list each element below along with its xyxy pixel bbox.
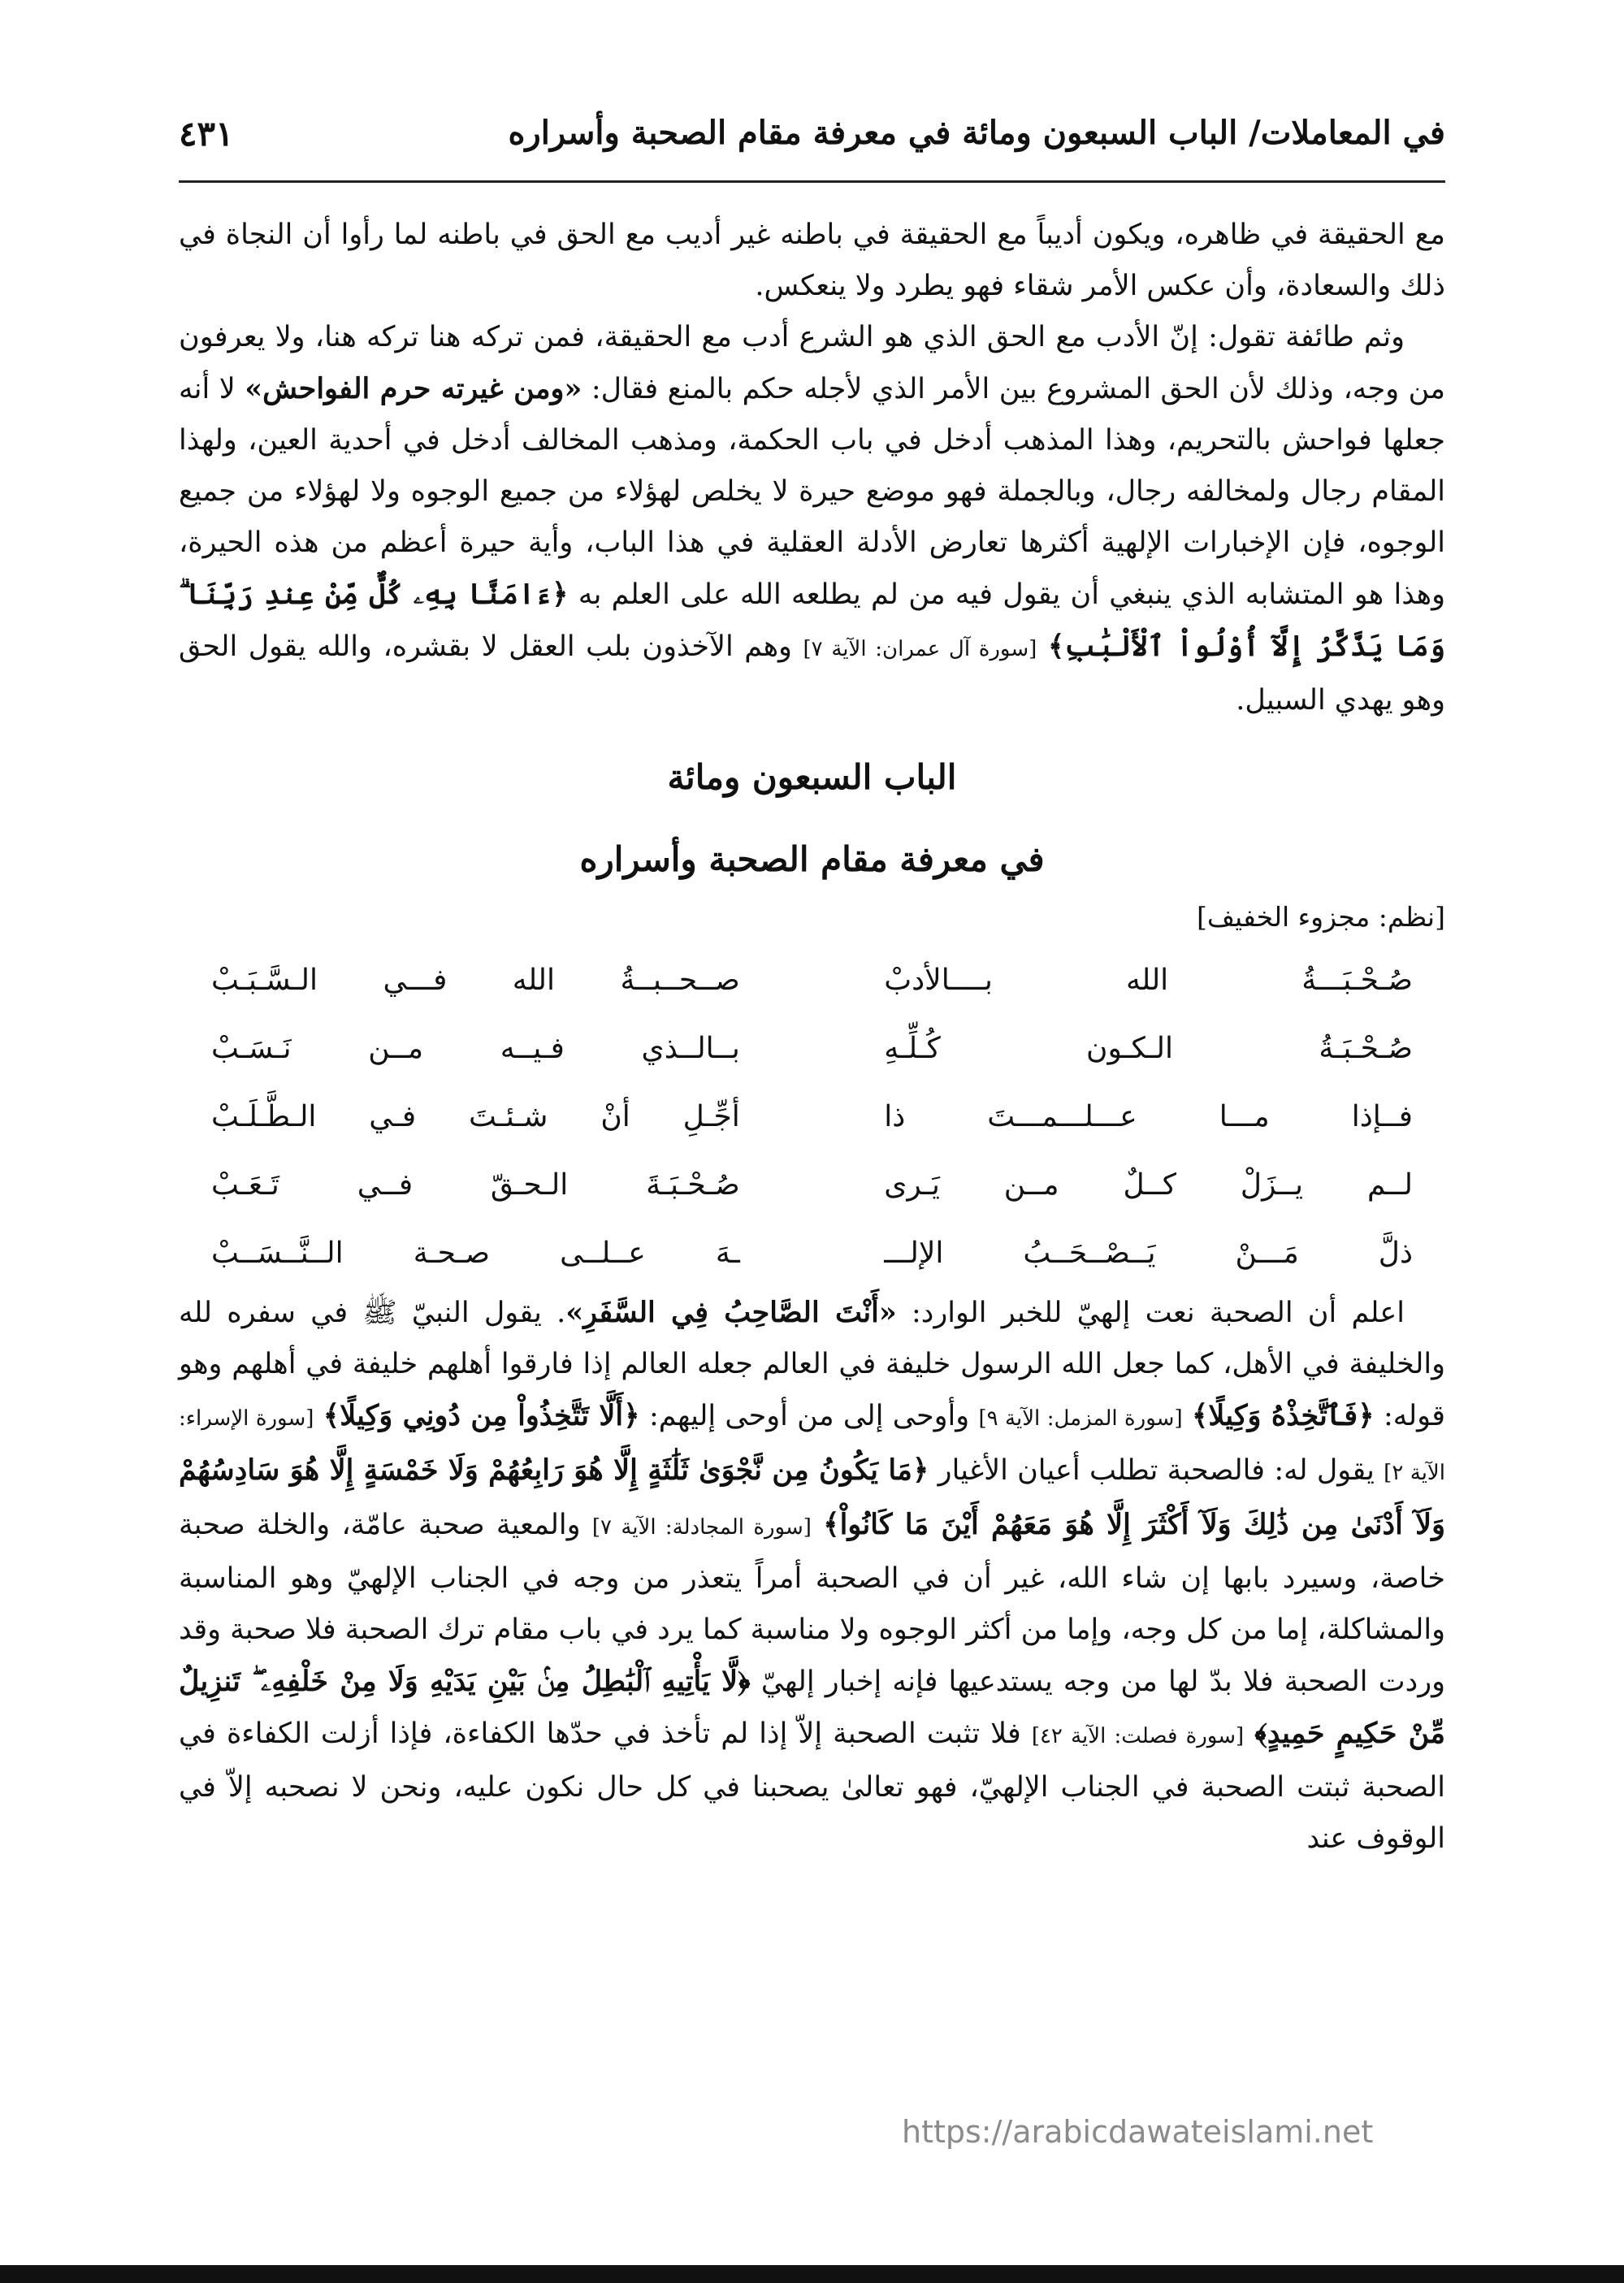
paragraph-3-text-c: . يقول النبيّ ﷺ في سفره لله والخليفة في الأهل، كما جعل الله الرسول خليفة في العالم جعله العالم إذا فارقوا أهلهم خليفة في أهلهم وهو قوله:	[179, 1297, 1445, 1432]
quran-verse: ﴿فَٱتَّخِذْهُ وَكِيلًا﴾	[1191, 1399, 1375, 1432]
verse-hemistich-second: بــالــذي فـيــه مــن نَـسَـبْ	[211, 1031, 740, 1065]
poem-verse	[211, 1082, 1413, 1150]
paragraph-3-text-o: فلا تثبت الصحبة إلاّ إذا لم تأخذ في حدّها الكفاءة، فإذا أزلت الكفاءة في الصحبة ثبتت الصحبة في الجناب الإلهيّ، فهو تعالىٰ يصحبنا في كل حال نكون عليه، ونحن لا نصحبه إلاّ في الوقوف عند	[179, 1718, 1445, 1855]
verse-hemistich-first: فــإذا مـــا عـــلـــمـــتَ ذا	[884, 1099, 1413, 1133]
poem-verse	[211, 1219, 1413, 1287]
quran-verse: ﴿لَّا يَأْتِيهِ ٱلْبَٰطِلُ مِنۢ بَيْنِ يَدَيْهِ وَلَا مِنْ خَلْفِهِۦ ۖ تَنزِيلٌ مِّنْ حَكِيمٍ حَمِيدٍ﴾	[179, 1665, 1445, 1750]
running-head: في المعاملات/ الباب السبعون ومائة في معرفة مقام الصحبة وأسراره	[508, 114, 1445, 152]
chapter-title: الباب السبعون ومائة	[667, 757, 957, 797]
verse-reference: [سورة فصلت: الآية ٤٢]	[1031, 1724, 1245, 1748]
hadith-quote: «أَنْتَ الصَّاحِبُ فِي السَّفَرِ»	[565, 1296, 897, 1329]
paragraph-3-text-i: يقول له: فالصحبة تطلب أعيان الأغيار	[938, 1454, 1375, 1487]
verse-hemistich-second: صُـحْـبَـةَ الـحـقّ فــي تَـعَـبْ	[211, 1167, 740, 1202]
paragraph-3-text-l: والمعية صحبة عامّة، والخلة صحبة خاصة، وسيرد بابها إن شاء الله، غير أن في الصحبة أمراً يتعذر من وجه في الجناب الإلهيّ وهو المناسبة والمشاكلة، إما من كل وجه، وإما من أكثر الوجوه ولا مناسبة كما يرد في باب مقام ترك الصحبة فلا صحبة وقد وردت الصحبة فلا بدّ لها من وجه يستدعيها فإنه إخبار إلهيّ	[179, 1509, 1445, 1698]
verse-hemistich-second: أجِّـلِ أنْ شـئـتَ فـي الـطَّـلَـبْ	[211, 1099, 740, 1133]
paragraph-3-text-a: اعلم أن الصحبة نعت إلهيّ للخبر الوارد:	[911, 1297, 1405, 1329]
poem-meter-label: [نظم: مجزوء الخفيف]	[1196, 901, 1445, 933]
quran-verse: ﴿مَا يَكُونُ مِن نَّجْوَىٰ ثَلَٰثَةٍ إِلَّا هُوَ رَابِعُهُمْ وَلَا خَمْسَةٍ إِلَّا هُوَ سَادِسُهُمْ وَلَآ أَدْنَىٰ مِن ذَٰلِكَ وَلَآ أَكْثَرَ إِلَّا هُوَ مَعَهُمْ أَيْنَ مَا كَانُواْ﴾	[179, 1453, 1445, 1541]
scan-edge-bar	[0, 2265, 1624, 2283]
poem	[211, 946, 1413, 1287]
quran-verse: ﴿ءَامَنَّا بِهِۦ كُلٌّ مِّنْ عِندِ رَبِّنَا ۗ وَمَا يَذَّكَّرُ إِلَّآ أُوْلُواْ ٱلْأَلْبَٰبِ﴾	[179, 578, 1445, 663]
quran-verse: ﴿أَلَّا تَتَّخِذُواْ مِن دُونِي وَكِيلًا﴾	[323, 1399, 640, 1432]
verse-hemistich-second: ـهَ عــلــى صـحـة الــنَّــسَــبْ	[211, 1236, 740, 1270]
hadith-quote: «ومن غيرته حرم الفواحش»	[245, 372, 582, 405]
paragraph-2-text-a: وثم طائفة تقول: إنّ الأدب مع الحق الذي هو الشرع أدب مع الحقيقة، فمن تركه هنا تركه هنا، ولا يعرفون من وجه، وذلك لأن الحق المشروع بين الأمر الذي لأجله حكم بالمنع فقال:	[179, 321, 1445, 405]
paragraph-1-text: مع الحقيقة في ظاهره، ويكون أديباً مع الحقيقة في باطنه غير أديب مع الحق في باطنه لما رأوا أن النجاة في ذلك والسعادة، وأن عكس الأمر شقاء فهو يطرد ولا ينعكس.	[179, 219, 1445, 302]
poem-verse	[211, 946, 1413, 1014]
verse-hemistich-first: صُـحْـبَـــةُ الله بــــالأدبْ	[884, 963, 1413, 997]
watermark-url: https://arabicdawateislami.net	[902, 2114, 1374, 2150]
poem-verse	[211, 1014, 1413, 1082]
verse-reference: [سورة المزمل: الآية ٩]	[978, 1406, 1183, 1431]
verse-hemistich-second: صــحــبــةُ الله فـــي الـسَّـبَـبْ	[211, 963, 740, 997]
verse-hemistich-first: ذلَّ مَـــنْ يَــصْــحَــبُ الإلـــ	[884, 1236, 1413, 1270]
verse-hemistich-first: لــم يــزَلْ كــلٌ مــن يَـرى	[884, 1167, 1413, 1202]
paragraph-2	[179, 312, 1445, 726]
paragraph-2-text-f: وهم الآخذون بلب العقل لا بقشره، والله يقول الحق وهو يهدي السبيل.	[179, 630, 1445, 717]
chapter-subtitle: في معرفة مقام الصحبة وأسراره	[579, 839, 1045, 879]
verse-hemistich-first: صُـحْـبَـةُ الـكـون كُـلِّـهِ	[884, 1031, 1413, 1065]
verse-reference: [سورة الإسراء: الآية ٢]	[179, 1406, 1445, 1485]
page-number: ٤٣١	[179, 114, 234, 154]
paragraph-3-text-f: وأوحى إلى من أوحى إليهم:	[648, 1400, 970, 1432]
page-body	[179, 210, 1445, 1865]
poem-verse	[211, 1150, 1413, 1219]
verse-reference: [سورة آل عمران: الآية ٧]	[803, 637, 1037, 661]
page-header	[179, 106, 1445, 180]
paragraph-1	[179, 210, 1445, 312]
verse-reference: [سورة المجادلة: الآية ٧]	[591, 1515, 812, 1540]
paragraph-3	[179, 1287, 1445, 1865]
paragraph-2-text-c: لا أنه جعلها فواحش بالتحريم، وهذا المذهب أدخل في باب الحكمة، ومذهب المخالف أدخل في أحدية العين، ولهذا المقام رجال ولمخالفه رجال، وبالجملة فهو موضع حيرة لا يخلص لهؤلاء من جميع الوجوه ولا لهؤلاء من جميع الوجوه، فإن الإخبارات الإلهية أكثرها تعارض الأدلة العقلية في هذا الباب، وأية حيرة أعظم من هذه الحيرة، وهذا هو المتشابه الذي ينبغي أن يقول فيه من لم يطلعه الله على العلم به	[179, 373, 1445, 611]
header-rule	[179, 180, 1445, 183]
